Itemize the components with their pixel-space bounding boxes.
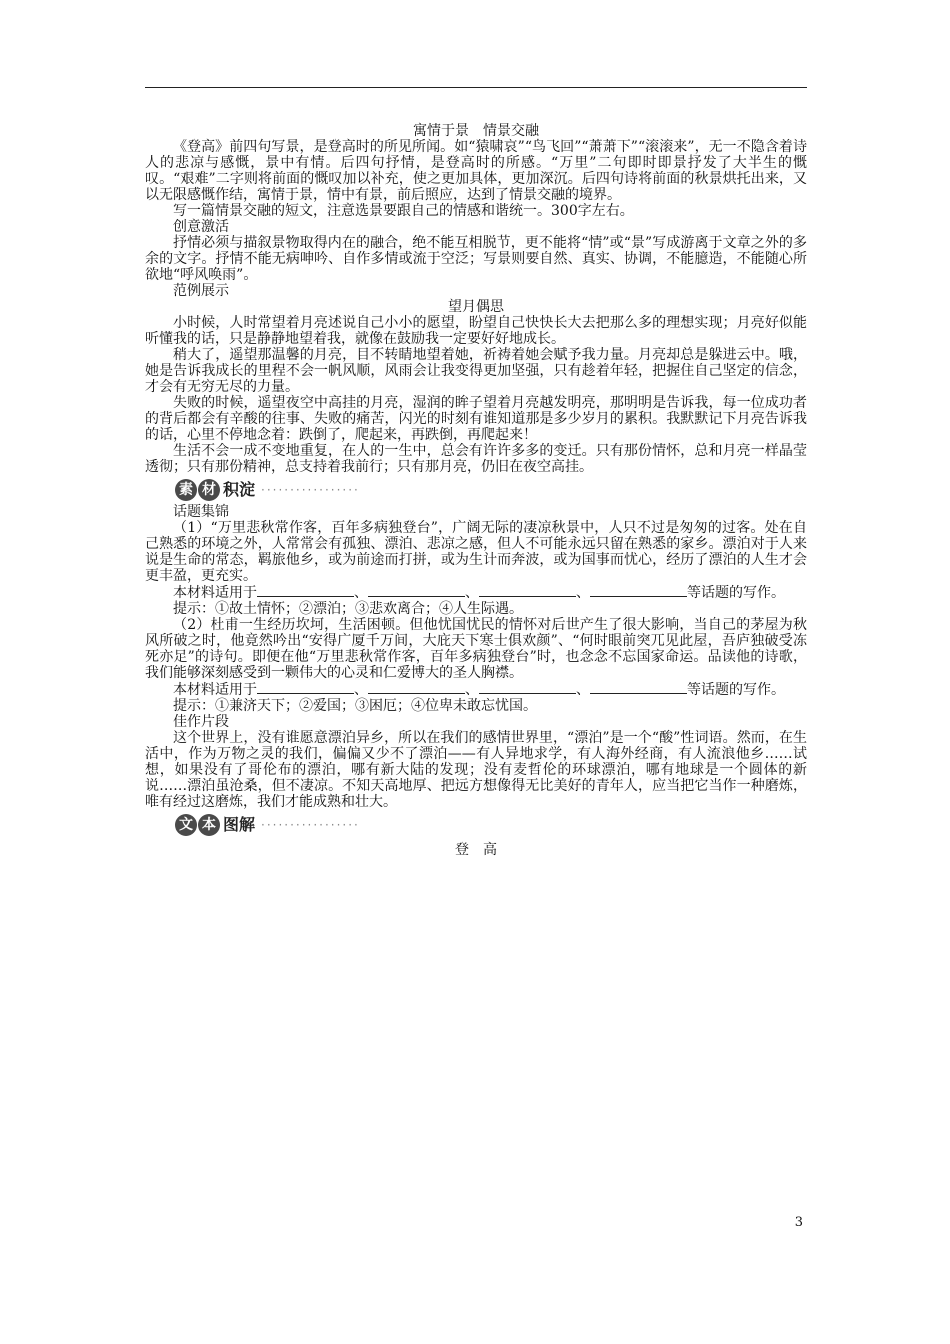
header-label: 积淀 [223,480,256,499]
header-badge-char: 素 [175,479,197,501]
section-title: 寓情于景 情景交融 [413,123,539,139]
answer-blank[interactable] [368,681,465,694]
essay-paragraph: 稍大了，遥望那温馨的月亮，目不转睛地望着她，祈祷着她会赋予我力量。月亮却总是躲进云中。哦，她是告诉我成长的里程不会一帆风顺，风雨会让我变得更加坚强，只有趁着年轻，把握住自己坚定的信念，才会有无穷无尽的力量。 [145,347,807,395]
fill-suffix: 等话题的写作。 [687,585,785,601]
tip-heading: 创意激活 [173,219,229,235]
material-section-header [175,477,807,503]
header-badge-char: 材 [198,479,220,501]
answer-blank[interactable] [479,584,576,597]
document-body [145,123,807,858]
dotted-divider: ················· [261,818,360,832]
writing-task: 写一篇情景交融的短文，注意选景要跟自己的情感和谐统一。300字左右。 [173,203,634,219]
material-paragraph: （2）杜甫一生经历坎坷，生活困顿。但他忧国忧民的情怀对后世产生了很大影响，当自己的茅屋为秋风所破之时，他竟然吟出“安得广厦千万间，大庇天下寒士俱欢颜”、“何时眼前突兀见此屋，吾庐独破受冻死亦足”的诗句。即便在他“万里悲秋常作客，百年多病独登台”时，也念念不忘国家命运。品读他的诗歌，我们能够深刻感受到一颗伟大的心灵和仁爱博大的圣人胸襟。 [145,617,807,681]
hint-line: 提示：①故土情怀；②漂泊；③悲欢离合；④人生际遇。 [173,601,523,617]
answer-blank[interactable] [590,584,687,597]
intro-paragraph: 《登高》前四句写景，是登高时的所见所闻。如“猿啸哀”“鸟飞回”“萧萧下”“滚滚来”，无一不隐含着诗人的悲凉与感慨，景中有情。后四句抒情，是登高时的所感。“万里”二句即时即景抒发了大半生的慨叹。“艰难”二字则将前面的慨叹加以补充，使之更加具体，更加深沉。后四句诗将前面的秋景烘托出来，又以无限感慨作结，寓情于景，情中有景，前后照应，达到了情景交融的境界。 [145,139,807,203]
topics-heading: 话题集锦 [173,504,229,520]
answer-blank[interactable] [368,584,465,597]
header-badge-char: 本 [198,814,220,836]
fill-suffix: 等话题的写作。 [687,682,785,698]
material-paragraph: （1）“万里悲秋常作客，百年多病独登台”，广阔无际的凄凉秋景中，人只不过是匆匆的过客。处在自己熟悉的环境之外，人常常会有孤独、漂泊、悲凉之感，但人不可能永远只留在熟悉的家乡。漂泊对于人来说是生命的常态，羁旅他乡，或为前途而打拼，或为生计而奔波，或为国事而忧心，经历了漂泊的人生才会更丰盈，更充实。 [145,520,807,584]
header-badge-char: 文 [175,814,197,836]
answer-blank[interactable] [590,681,687,694]
answer-blank[interactable] [257,584,354,597]
answer-blank[interactable] [257,681,354,694]
page-number: 3 [794,1215,803,1230]
header-label: 图解 [223,815,256,834]
dotted-divider: ················· [261,483,360,497]
text-diagram-section-header [175,812,807,838]
fill-prefix: 本材料适用于 [173,682,257,698]
essay-paragraph: 小时候，人时常望着月亮述说自己小小的愿望，盼望自己快快长大去把那么多的理想实现；月亮好似能听懂我的话，只是静静地望着我，就像在鼓励我一定要好好地成长。 [145,315,807,347]
fill-in-line: 本材料适用于 、 、 、 等话题的写作。 [173,585,785,601]
poem-title: 登 高 [455,842,497,858]
essay-paragraph: 生活不会一成不变地重复，在人的一生中，总会有许许多多的变迁。只有那份情怀，总和月亮一样晶莹透彻；只有那份精神，总支持着我前行；只有那月亮，仍旧在夜空高挂。 [145,443,807,475]
essay-paragraph: 失败的时候，遥望夜空中高挂的月亮，湿润的眸子望着月亮越发明亮，那明明是告诉我，每一位成功者的背后都会有辛酸的往事、失败的痛苦，闪光的时刻有谁知道那是多少岁月的累积。我默默记下月亮告诉我的话，心里不停地念着：跌倒了，爬起来，再跌倒，再爬起来！ [145,395,807,443]
excerpt-paragraph: 这个世界上，没有谁愿意漂泊异乡，所以在我们的感情世界里，“漂泊”是一个“酸”性词语。然而，在生活中，作为万物之灵的我们，偏偏又少不了漂泊——有人异地求学，有人海外经商，有人流浪他乡……试想，如果没有了哥伦布的漂泊，哪有新大陆的发现；没有麦哲伦的环球漂泊，哪有地球是一个圆体的新说……漂泊虽沧桑，但不凄凉。不知天高地厚、把远方想像得无比美好的青年人，应当把它当作一种磨炼，唯有经过这磨炼，我们才能成熟和壮大。 [145,730,807,810]
fill-in-line: 本材料适用于 、 、 、 等话题的写作。 [173,682,785,698]
example-heading: 范例展示 [173,283,229,299]
excerpt-heading: 佳作片段 [173,714,229,730]
essay-title: 望月偶思 [448,299,504,315]
answer-blank[interactable] [479,681,576,694]
header-rule [145,87,807,88]
tip-paragraph: 抒情必须与描叙景物取得内在的融合，绝不能互相脱节，更不能将“情”或“景”写成游离于文章之外的多余的文字。抒情不能无病呻吟、自作多情或流于空泛；写景则要自然、真实、协调，不能臆造，不能随心所欲地“呼风唤雨”。 [145,235,807,283]
hint-line: 提示：①兼济天下；②爱国；③困厄；④位卑未敢忘忧国。 [173,698,537,714]
fill-prefix: 本材料适用于 [173,585,257,601]
